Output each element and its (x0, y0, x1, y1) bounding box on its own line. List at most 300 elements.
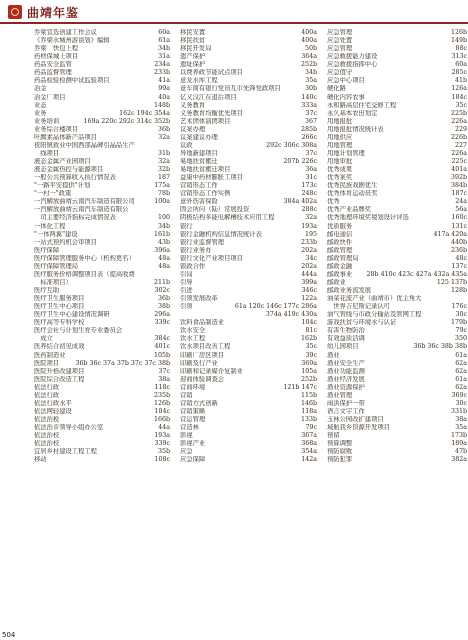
index-term: 印刷厂房区项目 (180, 351, 225, 359)
index-page-ref: 126b (153, 399, 170, 407)
index-page-ref: 248c (301, 190, 317, 198)
index-term: 渔业经济发展 (327, 375, 365, 383)
index-entry (327, 384, 467, 392)
index-entry (34, 150, 170, 158)
index-entry (180, 432, 317, 440)
index-entry (34, 335, 170, 343)
index-entry (327, 432, 467, 440)
index-page-ref: 137c (451, 262, 467, 270)
index-term: 易地扶贫搬迁项目 (180, 166, 231, 174)
index-term: 邮电通信 (327, 230, 353, 238)
index-page-ref: 146b (300, 399, 317, 407)
index-page-ref: 35c (455, 101, 467, 109)
index-term: 用地审批 (327, 158, 353, 165)
index-entry (327, 206, 467, 214)
index-entry (327, 198, 467, 206)
index-term: 饮水工程 (180, 335, 206, 343)
index-page-ref: 28b 410c 423c 427a 432a 435a (366, 270, 467, 278)
index-page-ref: 32a (305, 214, 317, 222)
index-entry (180, 142, 317, 150)
index-page-ref: 333a (301, 101, 317, 109)
index-page-ref: 48a (158, 262, 170, 270)
index-term: 应急值守 (327, 69, 353, 77)
index-page-ref: 126a (451, 85, 467, 93)
index-entry (34, 29, 170, 37)
index-page-ref: 173c (301, 182, 317, 190)
index-page-ref: 302c (154, 287, 170, 294)
index-entry (327, 287, 467, 295)
index-term: 宜居乡村建设工程工程 (34, 448, 97, 456)
index-term: 医疗高等专科学校 (34, 319, 85, 327)
index-entry (180, 69, 317, 77)
index-page-ref: 36b (157, 295, 170, 303)
index-entry (34, 110, 170, 118)
index-entry (180, 392, 317, 400)
index-term: 语言文字工作 (327, 407, 365, 415)
index-entry (34, 352, 170, 360)
index-entry (34, 424, 170, 432)
index-term: 优秀成果 (327, 166, 353, 174)
index-page-ref: 37c (305, 149, 317, 157)
index-term: 固会所问（陆）常展投资 (180, 206, 250, 214)
index-entry (34, 239, 170, 247)
index-term: 移民扶贫 (180, 37, 206, 45)
index-entry (34, 126, 170, 134)
index-term: 依法行政水平 (34, 399, 72, 407)
index-page-ref: 60a (158, 29, 170, 36)
index-term: 医疗保障 (34, 246, 60, 254)
index-term: 医疗服务价格调整项目表（提高收费 (34, 270, 135, 278)
index-term: 业务 (34, 109, 47, 117)
index-page-ref: 36b 36c 37a 37b 37c 37c 38b (75, 359, 170, 367)
index-page-ref: 195 (304, 230, 317, 238)
header-divider (0, 22, 468, 24)
index-term: 引词 (180, 270, 193, 278)
index-term: 冶金厂项目 (34, 93, 66, 101)
index-term: 预防腐败 (327, 448, 353, 456)
index-term: 引进 (180, 287, 193, 294)
index-entry (327, 408, 467, 416)
index-entry (34, 182, 170, 190)
index-entry (34, 376, 170, 384)
index-term: 影视产业 (180, 440, 206, 448)
index-term: 成立 (34, 335, 53, 343)
index-entry (180, 271, 317, 279)
index-page-ref: 225c (451, 158, 467, 165)
index-term: 印刷及行产业 (180, 359, 218, 367)
index-term: 幼儿园项目 (327, 343, 359, 351)
index-page-ref: 115b (300, 391, 317, 399)
index-entry (327, 352, 467, 360)
index-page-ref: 61a (455, 351, 467, 359)
index-page-ref: 292c 306c 308a (266, 141, 317, 149)
index-term: 依法治市领导小组办公室 (34, 424, 104, 432)
index-term: 医疗卫生中心建设情况调研 (34, 311, 110, 319)
index-page-ref: 288c (301, 206, 317, 214)
index-term: 油气管线与市政分输站及管网工程 (327, 311, 422, 319)
index-page-ref: 226a (451, 149, 467, 157)
index-entry (34, 166, 170, 174)
index-page-ref: 38b (157, 303, 170, 311)
index-term: 预留 (327, 432, 340, 440)
index-entry (327, 263, 467, 271)
index-term: 银行 (180, 222, 193, 230)
index-entry (34, 255, 170, 263)
index-entry (34, 319, 170, 327)
index-entry (34, 400, 170, 408)
index-page-ref: 34b (157, 222, 170, 230)
index-entry (327, 182, 467, 190)
index-entry (180, 126, 317, 134)
index-page-ref: 148b (153, 101, 170, 109)
index-term: 优秀案奖 (327, 174, 353, 182)
index-term: 液态金属产业园项目 (34, 158, 91, 165)
index-entry (327, 376, 467, 384)
index-entry (180, 206, 317, 214)
index-page-ref: 122a (301, 295, 317, 303)
index-term: 药品安全监管 (34, 61, 72, 69)
index-term: 依法行政 (34, 391, 60, 399)
index-entry (180, 327, 317, 335)
index-page-ref: 39c (305, 351, 317, 359)
index-entry (34, 384, 170, 392)
index-entry (327, 61, 467, 69)
index-term: 以费养政节能试点项目 (180, 69, 243, 77)
index-term: 营运管理 (180, 416, 206, 423)
index-page-ref: 34c (305, 254, 317, 262)
index-term: 线项目 (34, 149, 60, 157)
index-page-ref: 88c (455, 45, 467, 53)
index-term: 雨洪保护一带 (327, 399, 365, 407)
index-entry (34, 343, 170, 351)
index-term: 玉林公园改扩建项目 (327, 416, 384, 423)
index-page-ref: 331b (450, 407, 467, 415)
index-term: 易地扶贫搬迁 (180, 158, 218, 165)
index-page-ref: 368a (301, 440, 317, 448)
index-entry (34, 37, 170, 45)
index-entry (180, 263, 317, 271)
index-term: 游戏扶贫与环境水与认证 (327, 319, 397, 327)
index-page-ref: 384a 402a (283, 198, 317, 206)
index-page-ref: 60a (455, 61, 467, 69)
index-term: 医院综合改造工程 (34, 375, 85, 383)
index-entry (327, 360, 467, 368)
index-entry (327, 142, 467, 150)
index-entry (34, 94, 170, 102)
index-entry (180, 400, 317, 408)
index-entry (327, 231, 467, 239)
index-term: "一路平安提供"计划 (34, 182, 91, 190)
index-term: 永和路高层住宅交修工程 (327, 101, 397, 109)
index-term: 饮水项目改善工程 (180, 343, 231, 351)
index-page-ref: 367a (301, 432, 317, 440)
index-term: 意龙水库工程 (180, 77, 218, 85)
index-entry (180, 102, 317, 110)
index-term: 渔业安全生产 (327, 359, 365, 367)
index-term: 医院升格改建项目 (34, 367, 85, 375)
index-entry (327, 190, 467, 198)
index-page-ref: 176c (451, 303, 467, 311)
index-page-ref: 399a (301, 278, 317, 286)
index-page-ref: 118c (154, 383, 170, 391)
index-page-ref: 61a 120c 146c 177c 286a (234, 303, 317, 311)
index-page-ref: 400a (301, 37, 317, 45)
index-entry (34, 53, 170, 61)
index-entry (34, 279, 170, 287)
index-entry (180, 335, 317, 343)
index-term: 邮政业务流发展 (327, 287, 372, 294)
index-page-ref: 30c (455, 311, 467, 319)
index-term: 遗址保护 (180, 61, 206, 69)
index-term: 引领发展改革 (180, 295, 218, 303)
index-entry (327, 392, 467, 400)
index-entry (34, 303, 170, 311)
index-page-ref: 313c (451, 53, 467, 61)
index-entry (34, 432, 170, 440)
index-entry (180, 376, 317, 384)
index-term: 意外伤害保险 (180, 198, 218, 206)
index-entry (180, 198, 317, 206)
index-term: 有害生物防治 (327, 327, 365, 335)
index-entry (327, 271, 467, 279)
index-entry (34, 118, 170, 126)
index-page-ref: 382a (451, 456, 467, 464)
index-term: 一站式预约机会审项目 (34, 238, 97, 246)
index-term: 油菜花流产业（曲靖市）优主角大 (327, 295, 422, 303)
index-page-ref: 417a 420a (433, 230, 467, 238)
index-page-ref: 384b (450, 182, 467, 190)
index-page-ref: 400a (301, 29, 317, 36)
index-column-2 (180, 29, 317, 464)
index-entry (327, 174, 467, 182)
index-entry (34, 360, 170, 368)
index-entry (180, 182, 317, 190)
index-term: 议政 (180, 141, 193, 149)
index-page-ref: 41b (454, 77, 467, 85)
index-entry (327, 126, 467, 134)
index-term: 依法治税 (34, 416, 60, 423)
index-page-ref: 235b (153, 391, 170, 399)
index-term: 预防犯罪 (327, 456, 353, 464)
index-page-ref: 100a (154, 198, 170, 206)
index-entry (34, 102, 170, 110)
index-page-ref: 226a (451, 117, 467, 125)
index-term: 医药制造业 (34, 351, 66, 359)
index-term: 银行文化产业项目项目 (180, 254, 243, 262)
index-term: 硬化路 (327, 85, 346, 93)
index-page-ref: 202a (301, 246, 317, 254)
index-term: 艺术团体演团项目 (180, 117, 231, 125)
index-term: 引导 (180, 278, 193, 286)
index-term: 应急 (180, 448, 193, 456)
index-term: 营销策略 (180, 407, 206, 415)
index-page-ref: 226b (450, 133, 467, 141)
index-term: 优秀产业品牌奖 (327, 206, 372, 214)
index-term: 用地计划管理 (327, 149, 365, 157)
index-term: 液态金属热控与能源项目 (34, 166, 104, 174)
index-term: 应急救援能力建设 (327, 53, 378, 61)
index-entry (180, 37, 317, 45)
index-page-ref: 31b (157, 149, 170, 157)
index-page-ref: 161b (153, 230, 170, 238)
index-entry (34, 448, 170, 456)
index-page-ref: 38a (455, 416, 467, 423)
index-page-ref: 184c (154, 407, 170, 415)
index-page-ref: 34b (304, 69, 317, 77)
index-page-ref: 43b (157, 238, 170, 246)
index-term: 一体化工程 (34, 222, 66, 230)
index-term: 应急中心项目 (327, 77, 365, 85)
index-page-ref: 37c (305, 109, 317, 117)
index-entry (34, 190, 170, 198)
index-page-ref: 367 (304, 117, 317, 125)
index-entry (180, 440, 317, 448)
index-term: 业务培训 (34, 117, 60, 125)
index-entry (180, 239, 317, 247)
index-entry (180, 94, 317, 102)
index-entry (180, 319, 317, 327)
index-page-ref: 47b (454, 448, 467, 456)
index-entry (34, 77, 170, 85)
index-term: 药品检验检测中试监验项目 (34, 77, 110, 85)
index-term: 医疗会社与计划生育专业委员会 (34, 327, 123, 335)
index-term: 一汽解放曲靖云南汽车制造有限公 (34, 206, 129, 214)
index-term: 用地管理 (327, 141, 353, 149)
index-page-ref: 225b (450, 109, 467, 117)
index-entry (327, 85, 467, 93)
index-entry (34, 408, 170, 416)
index-page-ref: 133b (300, 416, 317, 423)
index-page-ref: 30b (304, 85, 317, 93)
index-term: 遗产保护 (180, 53, 206, 61)
index-term: 渔业 (327, 351, 340, 359)
index-page-ref: 184c (451, 93, 467, 101)
index-entry (327, 247, 467, 255)
index-term: 印刷和记录媒介复制业 (180, 367, 243, 375)
index-entry (180, 368, 317, 376)
index-entry (180, 85, 317, 93)
index-column-1 (34, 29, 170, 464)
index-term: 有效益质活调 (327, 335, 365, 343)
index-page-ref: 35b (157, 448, 170, 456)
index-term: 医疗保障管理局 (34, 262, 79, 270)
index-page-ref: 44a (158, 424, 170, 432)
index-page-ref: 36a (305, 166, 317, 174)
index-term: 乔梁 快包上程 (34, 45, 79, 53)
index-entry (327, 37, 467, 45)
index-term: 依法治校 (34, 432, 60, 440)
index-entry (180, 424, 317, 432)
index-entry (180, 77, 317, 85)
index-page-ref: 78b (157, 190, 170, 198)
page-header (0, 0, 468, 23)
index-page-ref: 346c (301, 287, 317, 294)
index-term: 益康中药材膨胀工项目 (180, 174, 243, 182)
index-term: 议案建议办理 (180, 133, 218, 141)
index-page-ref: 62a (455, 383, 467, 391)
index-page-ref: 296a (154, 311, 170, 319)
index-term: 永久基本农田划定 (327, 109, 378, 117)
index-entry (327, 53, 467, 61)
index-entry (34, 134, 170, 142)
index-term: 异地新建项目 (180, 149, 218, 157)
index-page-ref: 79c (305, 424, 317, 432)
index-page-ref: 440b (450, 238, 467, 246)
index-entry (327, 456, 467, 464)
index-term: "一村一"政策 (34, 190, 72, 198)
index-page-ref: 160c (451, 214, 467, 222)
index-page-ref: 30c (455, 399, 467, 407)
index-page-ref: 41a (158, 77, 170, 85)
index-page-ref: 62a (455, 367, 467, 375)
index-page-ref: 31a (158, 53, 170, 61)
index-term: 药材保城上项目 (34, 53, 79, 61)
index-term: 渔业管理 (327, 391, 353, 399)
index-entry (327, 166, 467, 174)
index-entry (327, 77, 467, 85)
index-page-ref: 131c (451, 222, 467, 230)
index-page-ref: 187c (451, 190, 467, 198)
index-entry (180, 360, 317, 368)
index-page-ref: 236b (450, 246, 467, 254)
index-entry (180, 214, 317, 222)
index-term: 医疗卫生服务项目 (34, 295, 85, 303)
index-entry (327, 102, 467, 110)
index-page-ref: 193a (301, 222, 317, 230)
index-page-ref: 374a 419c 430a (265, 311, 317, 319)
index-term: 银政合作 (180, 262, 206, 270)
index-entry (34, 69, 170, 77)
index-entry (34, 214, 170, 222)
index-entry (180, 384, 317, 392)
index-entry (34, 416, 170, 424)
index-term: 义务教育均衡优先项目 (180, 109, 243, 117)
index-entry (327, 29, 467, 37)
index-term: 用地报批情况统计表 (327, 125, 384, 133)
index-entry (34, 327, 170, 335)
index-term: 夜阳镇致业中国西部晶碑引晶品生产 (34, 141, 135, 149)
index-entry (327, 303, 467, 311)
index-page-ref: 229 (454, 125, 467, 133)
index-entry (180, 166, 317, 174)
index-term: 移动 (34, 456, 47, 464)
index-entry (327, 255, 467, 263)
index-entry (34, 392, 170, 400)
index-page-ref: 266c (301, 133, 317, 141)
index-term: 医养结合初见成效 (34, 343, 85, 351)
index-term: 应急处置 (327, 37, 353, 45)
index-term: 移民开发局 (180, 45, 212, 53)
index-term: 优秀 (327, 198, 340, 206)
index-page-ref: 24a (455, 198, 467, 206)
index-page-ref: 35a (305, 77, 317, 85)
index-term: 优质服务 (327, 222, 353, 230)
index-entry (327, 134, 467, 142)
index-term: 议案办理 (180, 125, 206, 133)
index-page-ref: 285b (300, 125, 317, 133)
index-term: 域航我乡资源开发项目 (327, 424, 390, 432)
index-entry (327, 368, 467, 376)
index-entry (34, 287, 170, 295)
index-entry (327, 448, 467, 456)
index-entry (327, 150, 467, 158)
index-entry (180, 118, 317, 126)
index-entry (180, 53, 317, 61)
index-page-ref: 189a (451, 440, 467, 448)
index-entry (180, 45, 317, 53)
index-entry (327, 118, 467, 126)
index-entry (327, 311, 467, 319)
